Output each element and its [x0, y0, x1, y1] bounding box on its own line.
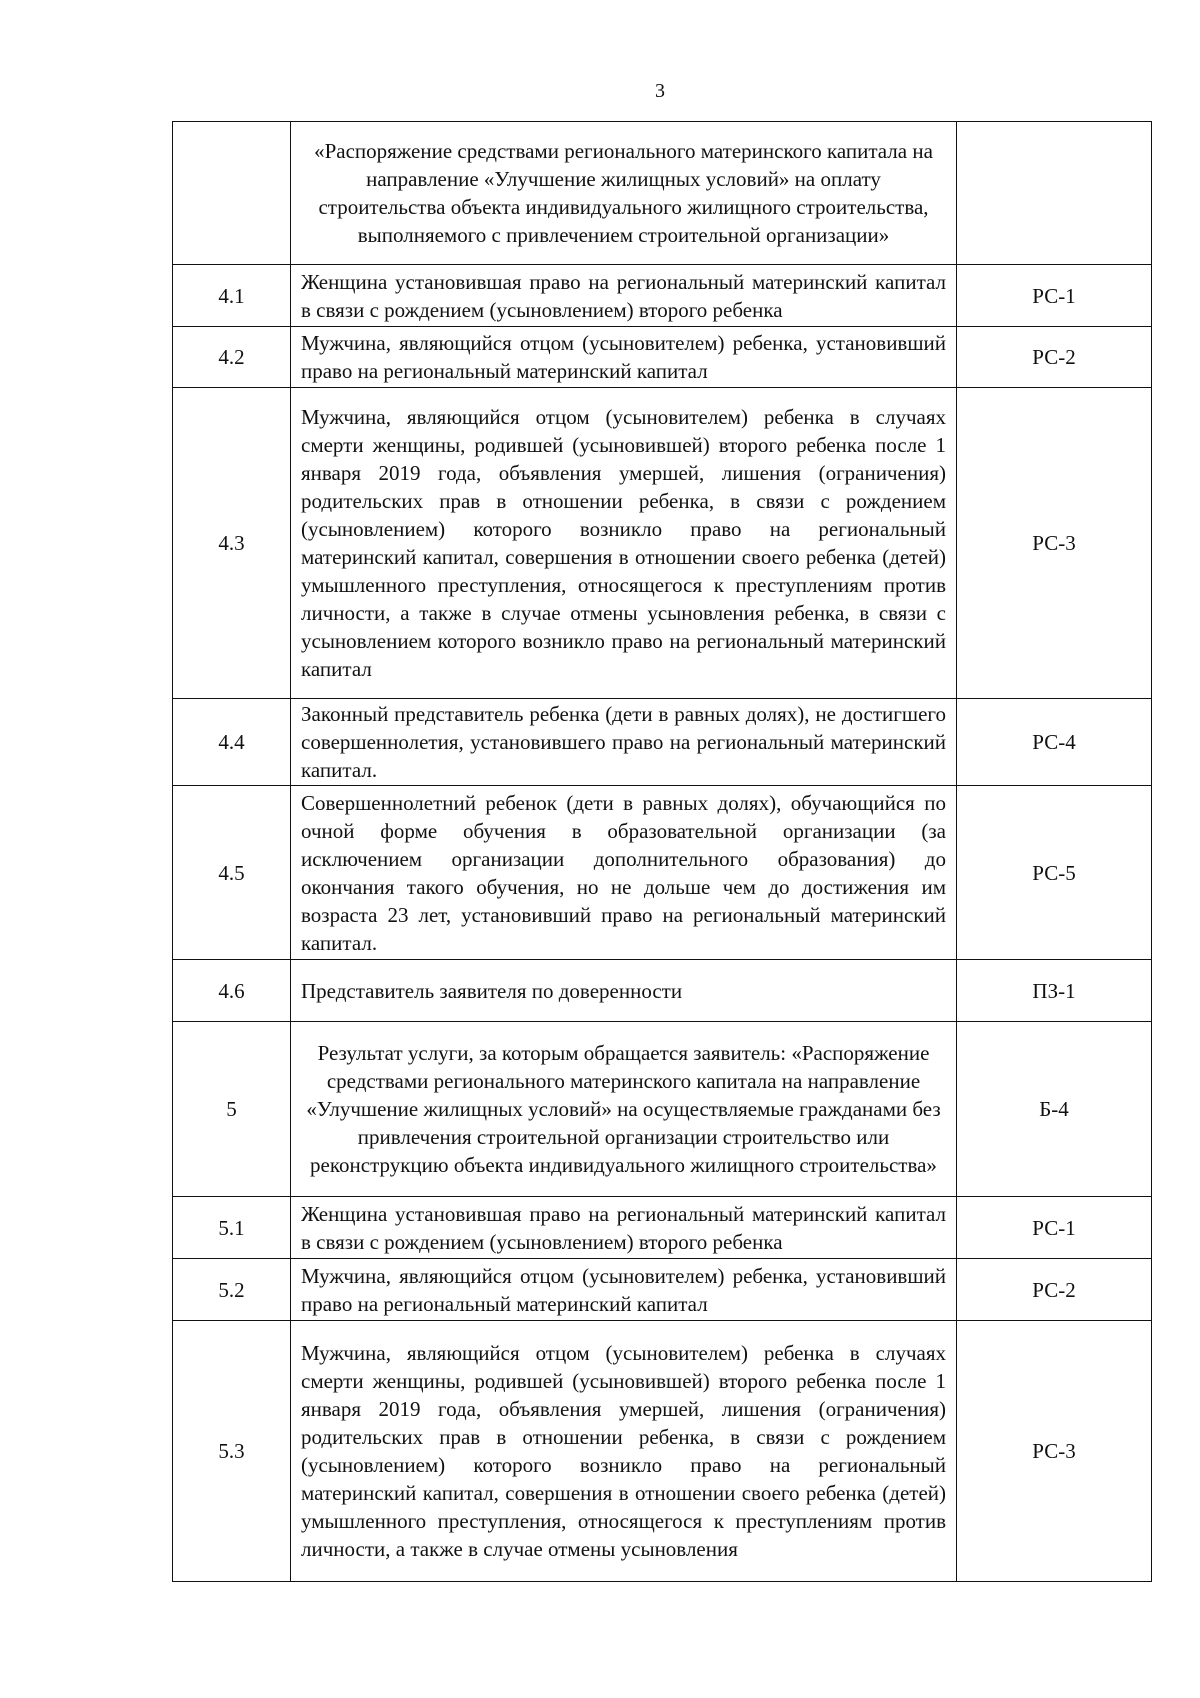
table-row	[173, 1197, 1152, 1259]
row-code: РС-1	[957, 265, 1152, 327]
row-number: 4.1	[173, 265, 291, 327]
table-row	[173, 960, 1152, 1022]
row-code: РС-3	[957, 388, 1152, 699]
table-row	[173, 327, 1152, 388]
row-description: Женщина установившая право на региональный материнский капитал в связи с рождением (усыновлением) второго ребенка	[291, 1197, 957, 1259]
row-number: 4.3	[173, 388, 291, 699]
row-number: 4.4	[173, 699, 291, 786]
row-description: Мужчина, являющийся отцом (усыновителем) ребенка в случаях смерти женщины, родившей (усыновившей) второго ребенка после 1 января 2019 года, объявления умершей, лишения (ограничения) родительских прав в отношении ребенка, в связи с рождением (усыновлением) которого возникло право на региональный материнский капитал, совершения в отношении своего ребенка (детей) умышленного преступления, относящегося к преступлениям против личности, а также в случае отмены усыновления	[291, 1321, 957, 1582]
table-row	[173, 1259, 1152, 1321]
row-number: 5.2	[173, 1259, 291, 1321]
row-number: 4.5	[173, 786, 291, 960]
applicant-categories-table	[172, 121, 1152, 1582]
row-description: Законный представитель ребенка (дети в равных долях), не достигшего совершеннолетия, установившего право на региональный материнский капитал.	[291, 699, 957, 786]
row-number: 4.6	[173, 960, 291, 1022]
row-number	[173, 122, 291, 265]
row-description: Женщина установившая право на региональный материнский капитал в связи с рождением (усыновлением) второго ребенка	[291, 265, 957, 327]
row-code	[957, 122, 1152, 265]
row-code: Б-4	[957, 1022, 1152, 1197]
table-row	[173, 1321, 1152, 1582]
row-code: РС-2	[957, 327, 1152, 388]
row-number: 5	[173, 1022, 291, 1197]
row-description: Мужчина, являющийся отцом (усыновителем) ребенка, установивший право на региональный материнский капитал	[291, 327, 957, 388]
row-code: РС-1	[957, 1197, 1152, 1259]
row-description: Результат услуги, за которым обращается заявитель: «Распоряжение средствами регионального материнского капитала на направление «Улучшение жилищных условий» на осуществляемые гражданами без привлечения строительной организации строительство или реконструкцию объекта индивидуального жилищного строительства»	[291, 1022, 957, 1197]
table-row	[173, 786, 1152, 960]
row-description: Представитель заявителя по доверенности	[291, 960, 957, 1022]
row-description: Мужчина, являющийся отцом (усыновителем) ребенка в случаях смерти женщины, родившей (усыновившей) второго ребенка после 1 января 2019 года, объявления умершей, лишения (ограничения) родительских прав в отношении ребенка, в связи с рождением (усыновлением) которого возникло право на региональный материнский капитал, совершения в отношении своего ребенка (детей) умышленного преступления, относящегося к преступлениям против личности, а также в случае отмены усыновления ребенка, в связи с усыновлением которого возникло право на региональный материнский капитал	[291, 388, 957, 699]
table-row	[173, 122, 1152, 265]
row-code: РС-2	[957, 1259, 1152, 1321]
row-description: Совершеннолетний ребенок (дети в равных долях), обучающийся по очной форме обучения в образовательной организации (за исключением организации дополнительного образования) до окончания такого обучения, но не дольше чем до достижения им возраста 23 лет, установивший право на региональный материнский капитал.	[291, 786, 957, 960]
table-row	[173, 1022, 1152, 1197]
page-number: 3	[655, 80, 665, 102]
row-number: 4.2	[173, 327, 291, 388]
row-number: 5.3	[173, 1321, 291, 1582]
table-row	[173, 388, 1152, 699]
row-code: ПЗ-1	[957, 960, 1152, 1022]
row-code: РС-5	[957, 786, 1152, 960]
row-description: Мужчина, являющийся отцом (усыновителем) ребенка, установивший право на региональный материнский капитал	[291, 1259, 957, 1321]
row-number: 5.1	[173, 1197, 291, 1259]
table-row	[173, 699, 1152, 786]
row-code: РС-3	[957, 1321, 1152, 1582]
row-code: РС-4	[957, 699, 1152, 786]
row-description: «Распоряжение средствами регионального материнского капитала на направление «Улучшение жилищных условий» на оплату строительства объекта индивидуального жилищного строительства, выполняемого с привлечением строительной организации»	[291, 122, 957, 265]
table-row	[173, 265, 1152, 327]
